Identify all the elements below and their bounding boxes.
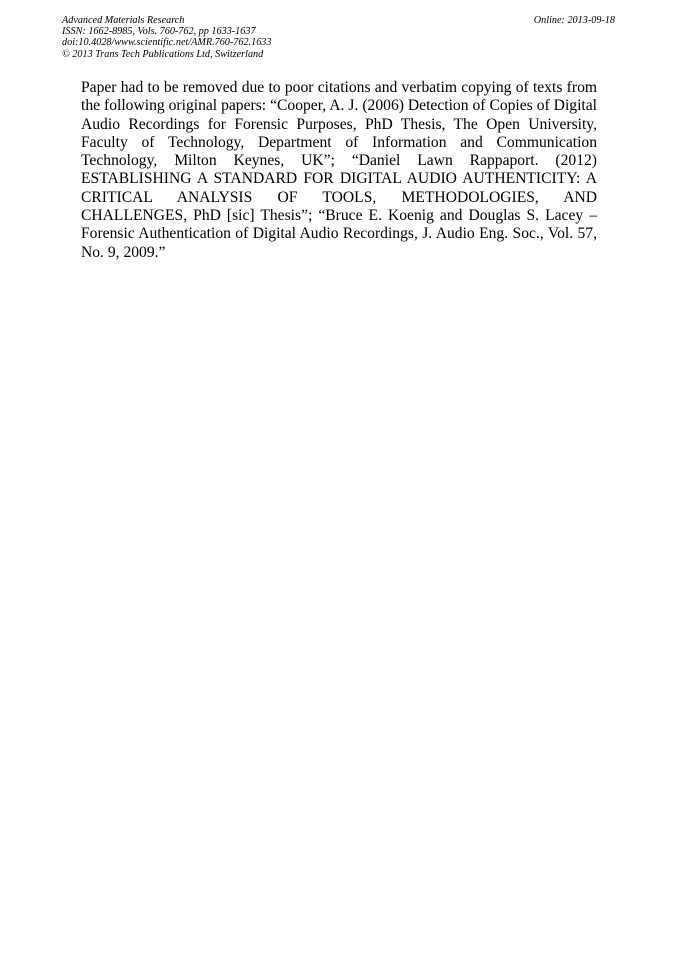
copyright-line: © 2013 Trans Tech Publications Ltd, Switzerland	[62, 48, 264, 60]
doi-line: doi:10.4028/www.scientific.net/AMR.760-762.1633	[62, 37, 272, 49]
removal-notice: Paper had to be removed due to poor citations and verbatim copying of texts from the following original papers: “Cooper, A. J. (2006) Detection of Copies of Digital Audio Recordings for Forensic Purposes, PhD Thesis, The Open University, Faculty of Technology, Department of Information and Communication Technology, Milton Keynes, UK”; “Daniel Lawn Rappaport. (2012) ESTABLISHING A STANDARD FOR DIGITAL AUDIO AUTHENTICITY: A CRITICAL ANALYSIS OF TOOLS, METHODOLOGIES, AND CHALLENGES, PhD [sic] Thesis”; “Bruce E. Koenig and Douglas S. Lacey – Forensic Authentication of Digital Audio Recordings, J. Audio Eng. Soc., Vol. 57, No. 9, 2009.”	[81, 79, 597, 261]
issn-line: ISSN: 1662-8985, Vols. 760-762, pp 1633-1637	[62, 26, 256, 38]
journal-name: Advanced Materials Research	[62, 15, 185, 26]
journal-header	[62, 15, 392, 60]
online-date: Online: 2013-09-18	[533, 15, 615, 26]
